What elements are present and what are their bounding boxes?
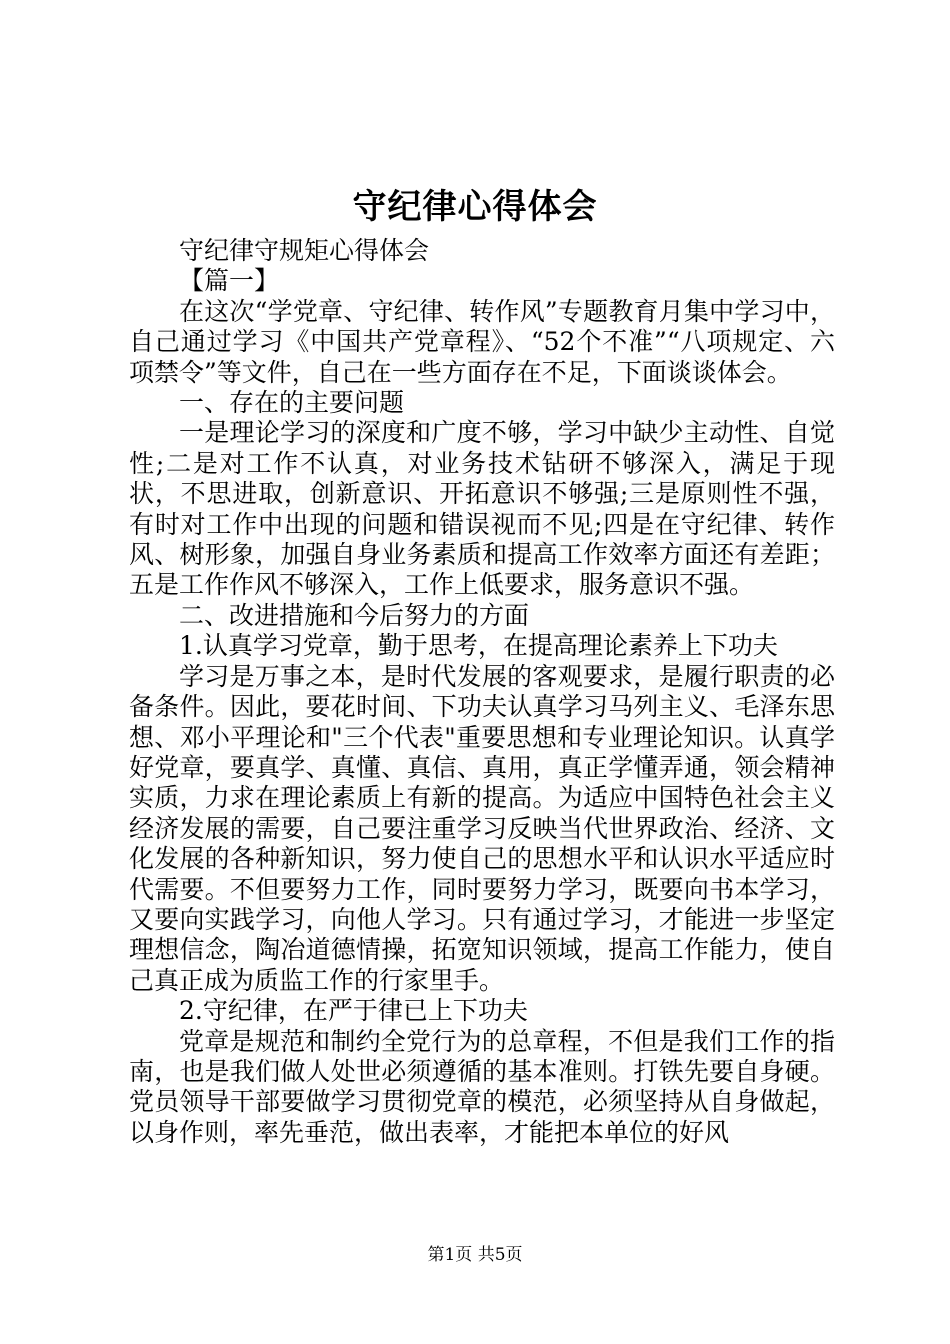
section-label: 【篇一】 bbox=[179, 266, 280, 296]
body-paragraph: 在这次“学党章、守纪律、转作风”专题教育月集中学习中，自己通过学习《中国共产党章程》、“52个不准”“八项规定、六项禁令”等文件，自己在一些方面存在不足，下面谈谈体会。 bbox=[129, 296, 835, 387]
subtitle-paragraph: 守纪律守规矩心得体会 bbox=[179, 236, 430, 265]
section-heading: 二、改进措施和今后努力的方面 bbox=[179, 600, 530, 630]
body-paragraph: 党章是规范和制约全党行为的总章程，不但是我们工作的指南，也是我们做人处世必须遵循的基本准则。打铁先要自身硬。党员领导干部要做学习贯彻党章的模范，必须坚持从自身做起，以身作则，率先垂范，做出表率，才能把本单位的好风 bbox=[129, 1026, 835, 1147]
document-title: 守纪律心得体会 bbox=[352, 187, 598, 227]
section-heading: 一、存在的主要问题 bbox=[179, 388, 405, 418]
subsection-heading: 2.守纪律，在严于律已上下功夫 bbox=[179, 996, 528, 1026]
subsection-heading: 1.认真学习党章，勤于思考，在提高理论素养上下功夫 bbox=[179, 631, 778, 661]
page-footer: 第1页 共5页 bbox=[427, 1245, 523, 1265]
document-body bbox=[129, 236, 835, 1148]
body-paragraph: 学习是万事之本，是时代发展的客观要求，是履行职责的必备条件。因此，要花时间、下功夫认真学习马列主义、毛泽东思想、邓小平理论和"三个代表"重要思想和专业理论知识。认真学好党章，要真学、真懂、真信、真用，真正学懂弄通，领会精神实质，力求在理论素质上有新的提高。为适应中国特色社会主义经济发展的需要，自己要注重学习反映当代世界政治、经济、文化发展的各种新知识，努力使自己的思想水平和认识水平适应时代需要。不但要努力工作，同时要努力学习，既要向书本学习，又要向实践学习，向他人学习。只有通过学习，才能进一步坚定理想信念，陶冶道德情操，拓宽知识领域，提高工作能力，使自己真正成为质监工作的行家里手。 bbox=[129, 661, 835, 995]
body-paragraph: 一是理论学习的深度和广度不够，学习中缺少主动性、自觉性;二是对工作不认真，对业务技术钻研不够深入，满足于现状，不思进取，创新意识、开拓意识不够强;三是原则性不强，有时对工作中出现的问题和错误视而不见;四是在守纪律、转作风、树形象，加强自身业务素质和提高工作效率方面还有差距；五是工作作风不够深入，工作上低要求，服务意识不强。 bbox=[129, 418, 835, 600]
